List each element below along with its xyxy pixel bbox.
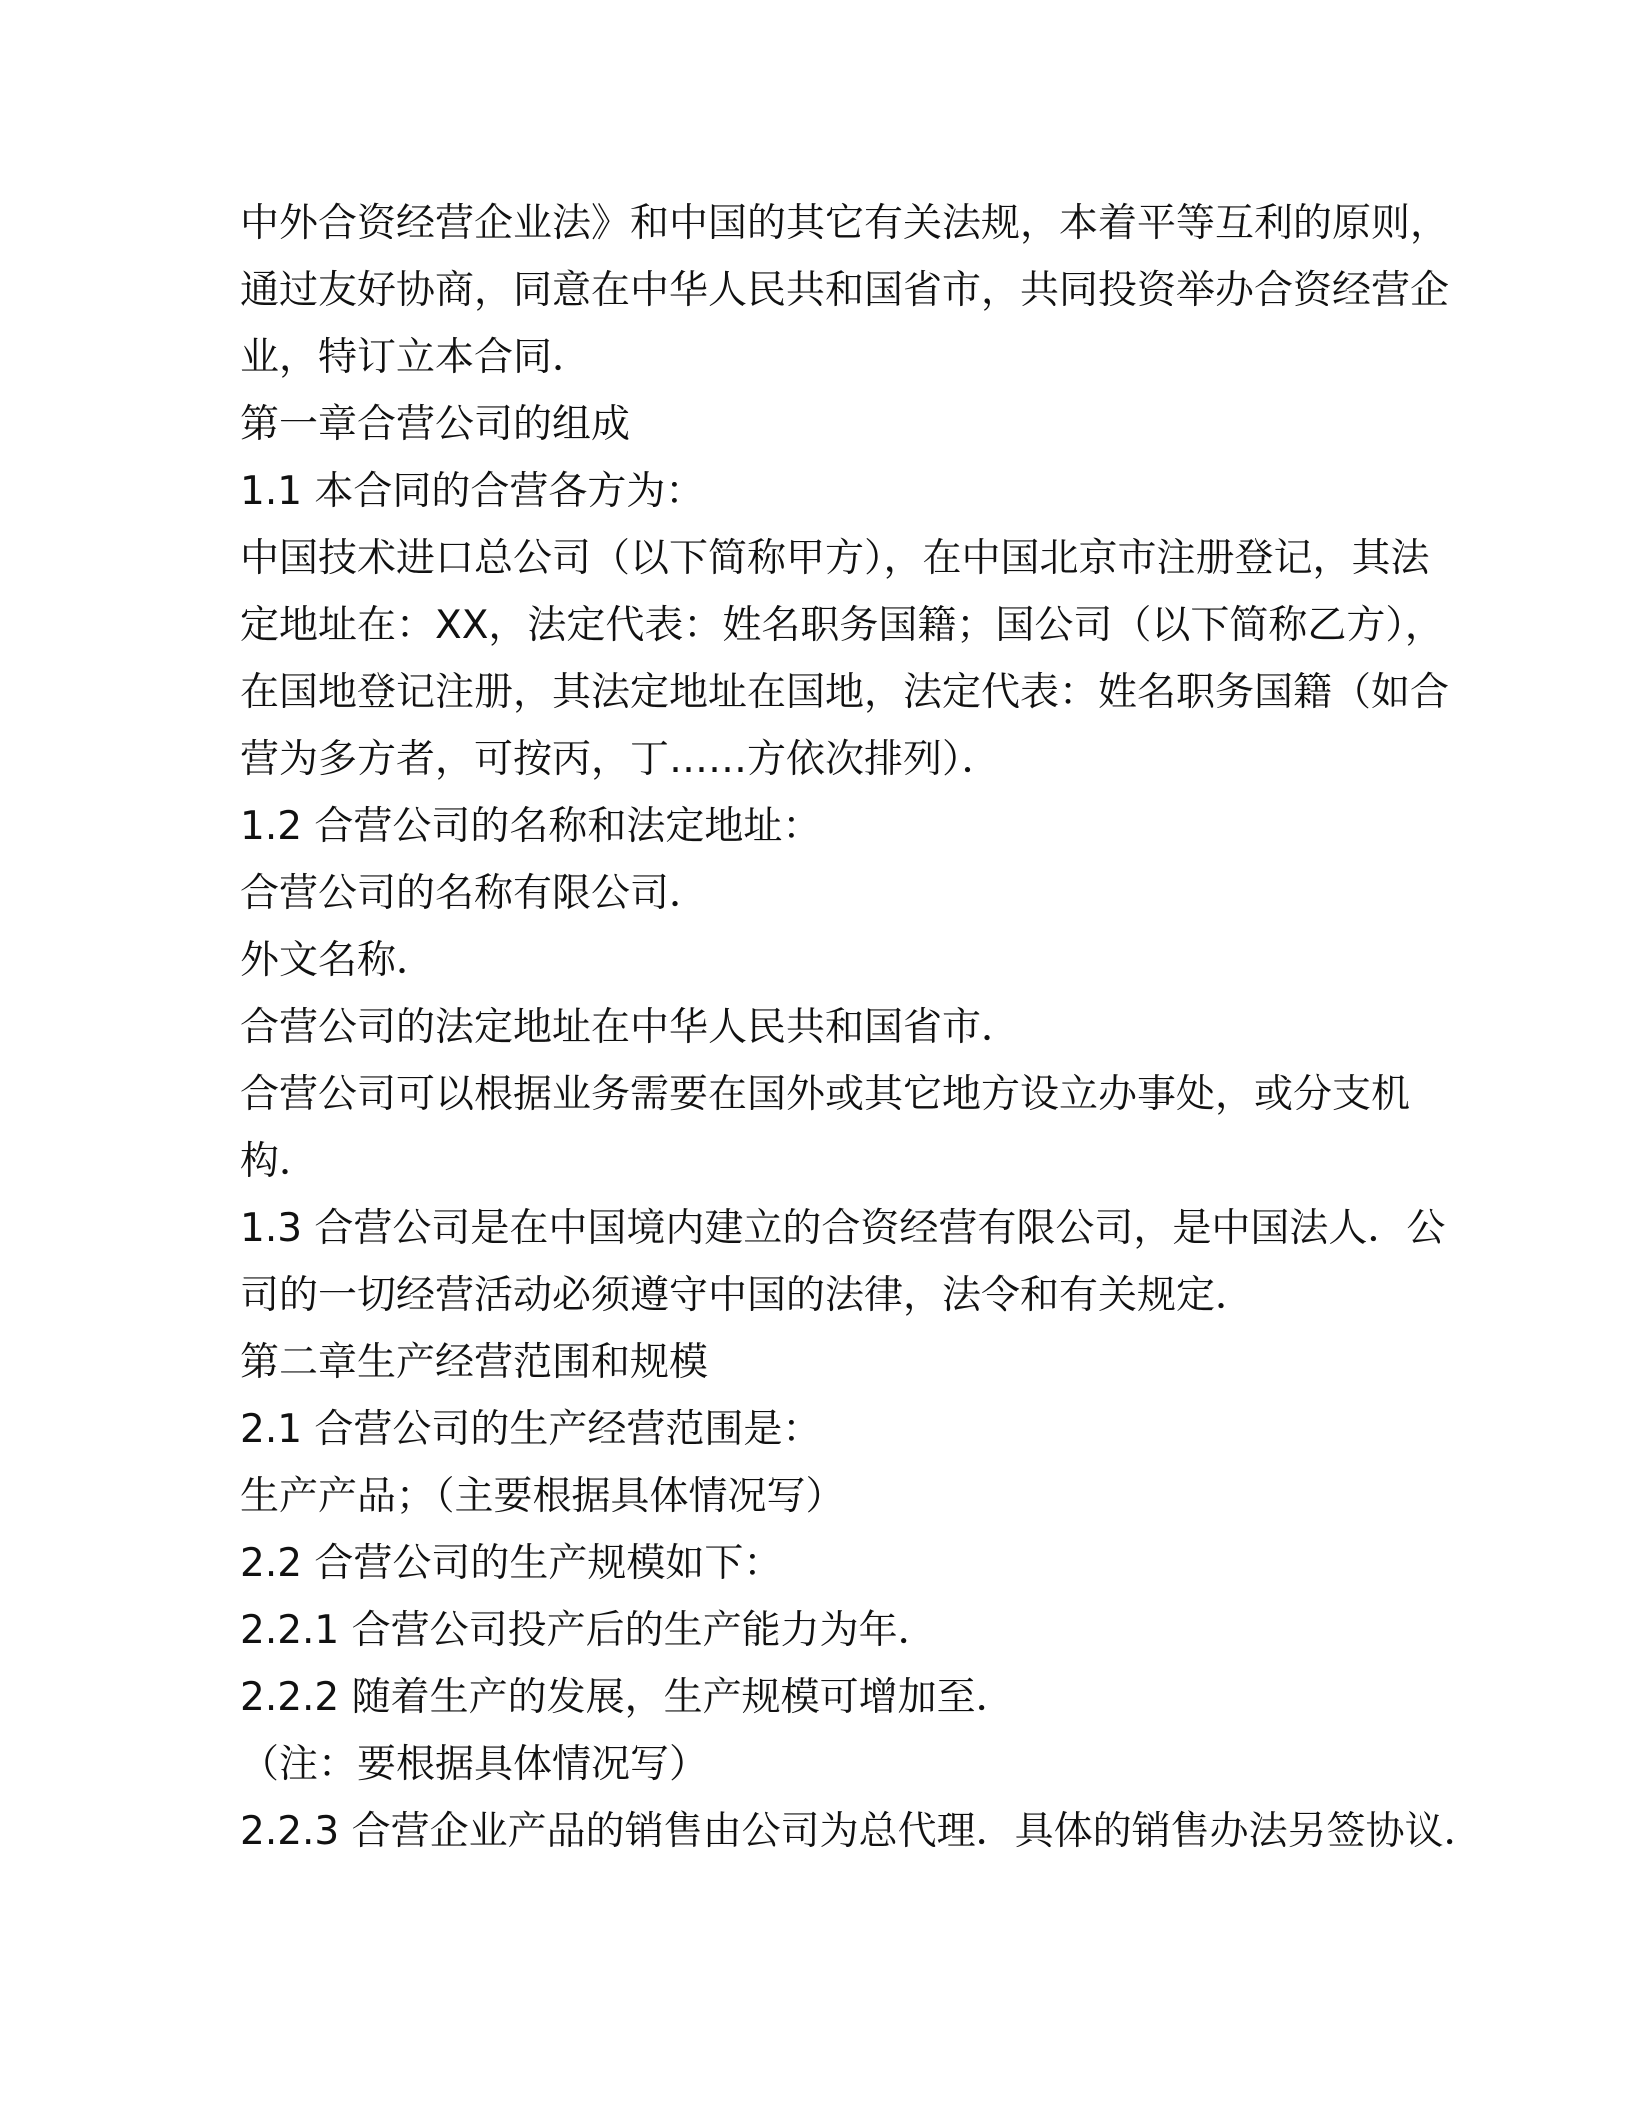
section-heading: 2.1 合营公司的生产经营范围是： [240,1407,822,1452]
text-line: 营为多方者，可按丙，丁……方依次排列）． [240,737,1001,782]
text-line: 在国地登记注册，其法定地址在国地，法定代表：姓名职务国籍（如合 [240,670,1450,715]
text-line: 定地址在：XX，法定代表：姓名职务国籍；国公司（以下简称乙方）， [240,603,1444,648]
document-body [240,190,1483,1865]
section-heading: 1.3 合营公司是在中国境内建立的合资经营有限公司，是中国法人．公 [240,1206,1446,1251]
section-heading: 1.2 合营公司的名称和法定地址： [240,804,822,849]
text-line: 通过友好协商，同意在中华人民共和国省市，共同投资举办合资经营企 [240,268,1450,313]
subsection-line: 2.2.3 合营企业产品的销售由公司为总代理．具体的销售办法另签协议． [240,1809,1483,1854]
text-line: 业，特订立本合同． [240,335,592,380]
section-heading: 2.2 合营公司的生产规模如下： [240,1541,783,1586]
subsection-line: 2.2.1 合营公司投产后的生产能力为年． [240,1608,937,1653]
subsection-line: 2.2.2 随着生产的发展，生产规模可增加至． [240,1675,1015,1720]
note-line: （注：要根据具体情况写） [240,1742,709,1787]
text-line: 中外合资经营企业法》和中国的其它有关法规，本着平等互利的原则， [240,201,1450,246]
text-line: 生产产品；（主要根据具体情况写） [240,1474,845,1519]
section-heading: 1.1 本合同的合营各方为： [240,469,705,514]
text-line: 外文名称． [240,938,436,983]
text-line: 合营公司的法定地址在中华人民共和国省市． [240,1005,1021,1050]
chapter-heading: 第二章生产经营范围和规模 [240,1340,709,1385]
text-line: 合营公司可以根据业务需要在国外或其它地方设立办事处，或分支机 [240,1072,1411,1117]
chapter-heading: 第一章合营公司的组成 [240,402,631,447]
text-line: 中国技术进口总公司（以下简称甲方），在中国北京市注册登记，其法 [240,536,1430,581]
text-line: 司的一切经营活动必须遵守中国的法律，法令和有关规定． [240,1273,1255,1318]
text-line: 构． [240,1139,319,1184]
text-line: 合营公司的名称有限公司． [240,871,709,916]
